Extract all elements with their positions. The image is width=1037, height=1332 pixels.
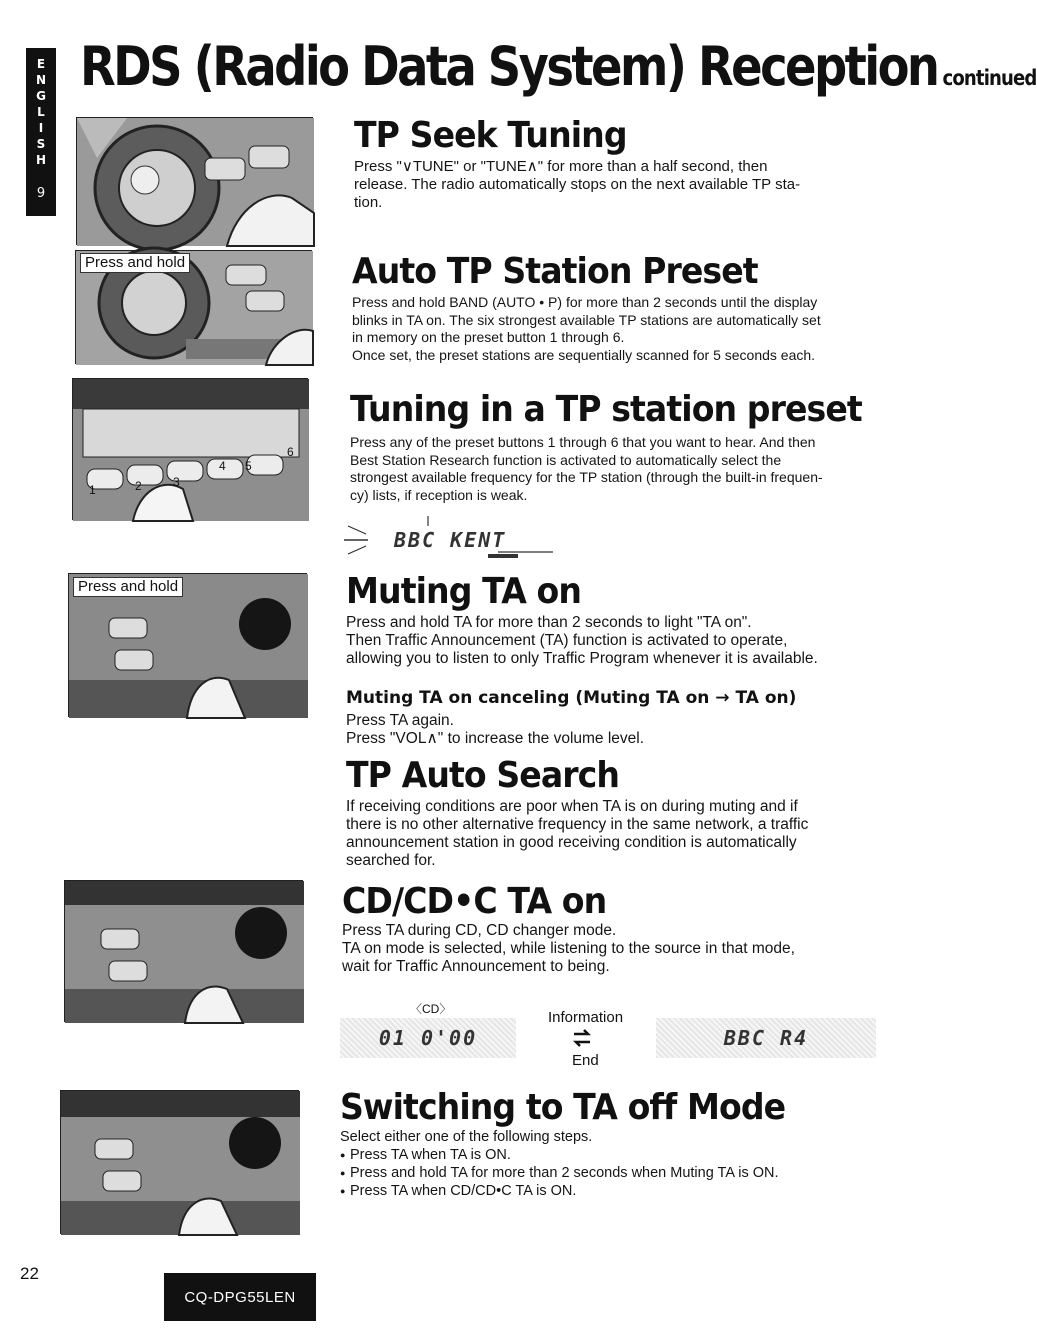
section-page-number: 9 <box>36 186 46 201</box>
body-line: Select either one of the following steps. <box>340 1129 593 1145</box>
section-title-auto-preset: Auto TP Station Preset <box>352 251 758 292</box>
information-label: Information <box>548 1009 624 1026</box>
language-tab <box>26 48 56 216</box>
page-title-text: RDS (Radio Data System) Reception <box>80 35 938 98</box>
body-line: Press and hold TA for more than 2 seconds to light "TA on". <box>346 614 752 631</box>
body-line: wait for Traffic Announcement to being. <box>342 958 610 975</box>
preset-number: 4 <box>219 459 226 473</box>
list-item: ● Press and hold TA for more than 2 seconds when Muting TA is ON. <box>340 1164 900 1182</box>
body-line: strongest available frequency for the TP station (through the built-in frequen- <box>350 469 823 485</box>
body-line: blinks in TA on. The six strongest available TP stations are automatically set <box>352 311 821 328</box>
end-label: End <box>572 1052 599 1069</box>
body-line: Press TA during CD, CD changer mode. <box>342 922 617 939</box>
body-line: allowing you to listen to only Traffic Program whenever it is available. <box>346 650 818 667</box>
language-letter: E <box>36 57 46 71</box>
lcd-text: BBC R4 <box>723 1026 809 1050</box>
lcd-display-bbc-kent <box>338 514 558 564</box>
photo-band-button <box>75 250 312 364</box>
language-letter: N <box>35 73 47 87</box>
preset-number: 2 <box>135 479 142 493</box>
model-number-tag <box>164 1273 316 1321</box>
preset-number: 3 <box>173 475 180 489</box>
section-body-tp-seek <box>354 158 894 212</box>
swap-arrows-icon <box>572 1028 592 1050</box>
list-item: ● Press TA when TA is ON. <box>340 1146 900 1164</box>
ta-off-steps-list <box>340 1146 900 1200</box>
photo-caption: Press and hold <box>80 253 190 273</box>
subsection-title-muting-cancel: Muting TA on canceling (Muting TA on → TA on) <box>346 688 797 708</box>
model-number: CQ-DPG55LEN <box>184 1288 296 1306</box>
photo-ta-button-cd <box>64 880 303 1022</box>
body-line: there is no other alternative frequency in the same network, a traffic <box>346 816 809 833</box>
language-letter: L <box>37 105 45 119</box>
section-body-ta-off <box>340 1128 900 1200</box>
body-line: searched for. <box>346 852 436 869</box>
language-letter: H <box>35 153 47 167</box>
body-line: Press and hold BAND (AUTO • P) for more than 2 seconds until the display <box>352 294 818 310</box>
photo-ta-button-hold <box>68 573 307 717</box>
lcd-display-cd-time <box>340 1018 516 1058</box>
body-line: release. The radio automatically stops on the next available TP sta- <box>354 176 801 193</box>
language-letter: I <box>38 121 44 135</box>
photo-caption: Press and hold <box>73 577 183 597</box>
section-body-muting <box>346 614 886 668</box>
body-line: Then Traffic Announcement (TA) function is activated to operate, <box>346 632 788 649</box>
preset-number: 6 <box>287 445 294 459</box>
section-title-muting: Muting TA on <box>346 571 582 612</box>
body-line: TA on mode is selected, while listening to the source in that mode, <box>342 940 795 957</box>
preset-number: 1 <box>89 483 96 497</box>
photo-tune-buttons <box>76 117 313 245</box>
body-line: announcement station in good receiving condition is automatically <box>346 834 797 851</box>
section-title-ta-off: Switching to TA off Mode <box>340 1087 786 1128</box>
page-title <box>80 30 1036 115</box>
body-line: If receiving conditions are poor when TA is on during muting and if <box>346 798 798 815</box>
subsection-body-muting-cancel <box>346 712 886 748</box>
language-letter: S <box>36 137 46 151</box>
section-title-auto-search: TP Auto Search <box>346 755 620 796</box>
cd-mode-label: 〈CD〉 <box>410 1002 452 1016</box>
body-line: Best Station Research function is activated to automatically select the <box>350 451 782 468</box>
body-line: cy) lists, if reception is weak. <box>350 486 528 503</box>
language-letter: G <box>36 89 46 103</box>
page-number: 22 <box>20 1264 39 1283</box>
body-line: in memory on the preset button 1 through 6. <box>352 329 625 345</box>
body-line: Press TA again. <box>346 712 454 729</box>
lcd-display-bbc-r4 <box>656 1018 876 1058</box>
section-body-cd-ta <box>342 922 882 976</box>
section-title-tp-seek: TP Seek Tuning <box>354 115 627 156</box>
photo-preset-buttons <box>72 378 308 520</box>
body-line: tion. <box>354 194 383 211</box>
section-title-tuning-preset: Tuning in a TP station preset <box>350 389 862 430</box>
list-item: ● Press TA when CD/CD•C TA is ON. <box>340 1182 900 1200</box>
body-line: Press any of the preset buttons 1 through 6 that you want to hear. And then <box>350 434 816 450</box>
section-body-auto-preset <box>352 294 892 364</box>
section-title-cd-ta: CD/CD•C TA on <box>342 881 607 922</box>
body-line: Press "VOL∧" to increase the volume level. <box>346 730 645 747</box>
body-line: Press "∨TUNE" or "TUNE∧" for more than a half second, then <box>354 158 768 175</box>
continued-label: continued <box>942 66 1037 90</box>
body-line: Once set, the preset stations are sequentially scanned for 5 seconds each. <box>352 346 816 363</box>
photo-ta-button-off <box>60 1090 299 1234</box>
lcd-text: 01 0'00 <box>378 1026 478 1050</box>
lcd-text: BBC KENT <box>394 528 507 552</box>
section-body-tuning-preset <box>350 434 890 504</box>
preset-number: 5 <box>245 459 252 473</box>
section-body-auto-search <box>346 798 886 870</box>
